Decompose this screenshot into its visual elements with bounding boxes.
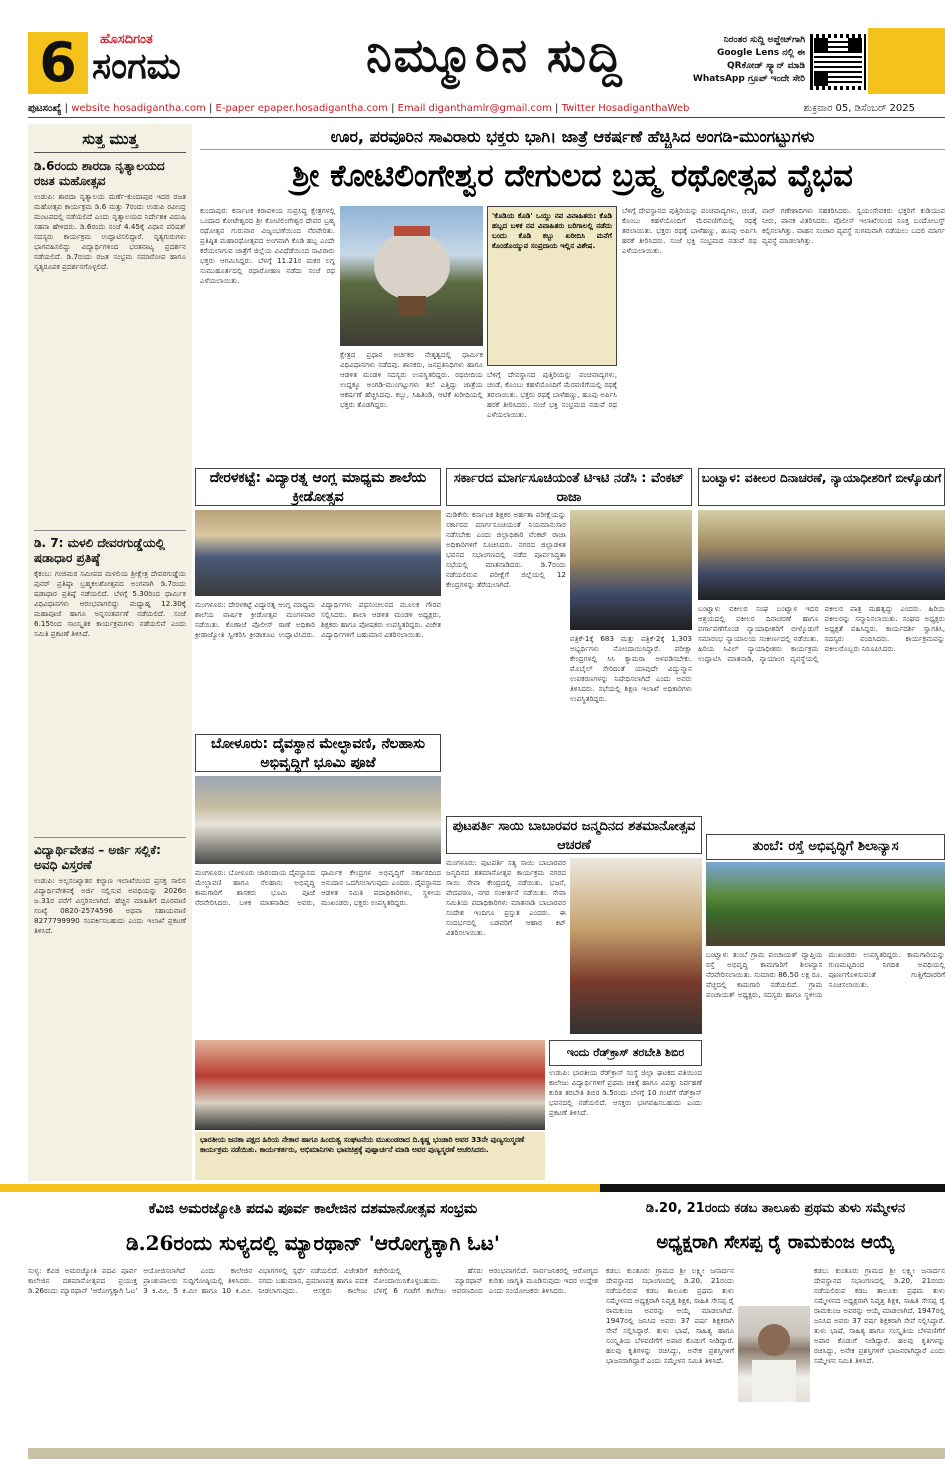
divider-band-accent [0,1184,600,1192]
sai-baba-headline: ಪುಟಪರ್ತಿ ಸಾಯಿ ಬಾಬಾರವರ ಜನ್ಮದಿನದ ಶತಮಾನೋತ್ಸವ ಆಚರಣೆ [446,816,702,854]
marathon-kicker: ಕೆವಿಜಿ ಅಮರಜ್ಯೋತಿ ಪದವಿ ಪೂರ್ವ ಕಾಲೇಜಿನ ದಶಮಾನೋತ್ಸವ ಸಂಭ್ರಮ [148,1201,478,1217]
page-number: 6 [28,32,88,94]
top-story-col-2: ಕ್ಷೇತ್ರದ ಪ್ರಧಾನ ಅರ್ಚಕರ ನೇತೃತ್ವದಲ್ಲಿ ಧಾರ್ಮಿಕ ವಿಧಿವಿಧಾನಗಳು ನಡೆದವು. ಶಾಸಕರು, ಜನಪ್ರತಿನಿಧಿಗಳು ಹಾಗೂ ಆಡಳಿತ ಮಂಡಳಿ ಸದಸ್ಯರು ಉಪಸ್ಥಿತರಿದ್ದರು. ರಥಬೀದಿಯ ಉದ್ದಕ್ಕೂ ಅಂಗಡಿ-ಮುಂಗಟ್ಟುಗಳು ತಲೆ ಎತ್ತಿದ್ದು ಜಾತ್ರೆಯ ಆಕರ್ಷಣೆ ಹೆಚ್ಚಿಸಿದವು. ಕಬ್ಬು, ಸಿಹಿತಿಂಡಿ, ಆಟಿಕೆ ಖರೀದಿಯಲ್ಲಿ ಭಕ್ತರು ತೊಡಗಿದ್ದರು. [340,350,483,409]
bantwal-headline: ಬಂಟ್ವಾಳ: ವಕೀಲರ ದಿನಾಚರಣೆ, ನ್ಯಾಯಾಧೀಶರಿಗೆ ಬೀಳ್ಕೊಡುಗೆ [698,468,945,506]
info-bar: ಪುಟಸಂಖ್ಯೆ | website hosadigantha.com | E-paper epaper.hosadigantha.com | Email diganthamlr@gmail.com | Twitter HosadiganthaWeb ಶುಕ್ರವಾರ 05, ಡಿಸೆಂಬರ್ 2025 [28,100,945,118]
remembrance-photo [195,1040,545,1130]
sidebar-story-1: ಉಡುಪಿ: ಶಾರದಾ ನೃತ್ಯಾಲಯ ಮರ್ಣೆ-ಕುಂದಾಪುರ ಇದರ ರಜತ ಮಹೋತ್ಸವ ಕಾರ್ಯಕ್ರಮ ಡಿ.6 ಮತ್ತು 7ರಂದು ಉಡುಪಿ ರವೀಂದ್ರ ಮಂಟಪದಲ್ಲಿ ನಡೆಯಲಿದೆ ಎಂದು ನೃತ್ಯಾಲಯದ ನಿರ್ದೇಶಕಿ ವಿದುಷಿ ಸಹನಾ ಹೇಳಿದರು. ಡಿ.6ರಂದು ಸಂಜೆ 4.45ಕ್ಕೆ ವಿಧಾನ ಪರಿಷತ್ ಸದಸ್ಯರು ಕಾರ್ಯಕ್ರಮ ಉದ್ಘಾಟಿಸಲಿದ್ದಾರೆ. ನೃತ್ಯಗುರುಗಳು ಭಾಗವಹಿಸಲಿದ್ದು ವಿದ್ಯಾರ್ಥಿಗಳಿಂದ ಭರತನಾಟ್ಯ ಪ್ರದರ್ಶನ ನಡೆಯಲಿದೆ. ಡಿ.7ರಂದು ರಜತ ಸಂಭ್ರಮ ಸಮಾರೋಪ ಹಾಗೂ ನೃತ್ಯರೂಪಕ ಪ್ರದರ್ಶನಗೊಳ್ಳಲಿದೆ. [34,192,186,271]
portrait-svg [738,1306,810,1402]
deralakatte-headline: ದೇರಳಕಟ್ಟೆ: ವಿದ್ಯಾರತ್ನ ಆಂಗ್ಲ ಮಾಧ್ಯಮ ಶಾಲೆಯ ಕ್ರೀಡೋತ್ಸವ [195,468,441,506]
tulu-body-1: ಕಡಬ: ಕುಂತೂರು ಗ್ರಾಮದ ಶ್ರೀ ಲಕ್ಷ್ಮೀ ಜನಾರ್ದನ ದೇವಸ್ಥಾನದ ಸಭಾಂಗಣದಲ್ಲಿ ಡಿ.20, 21ರಂದು ನಡೆಯಲಿರುವ ಕಡಬ ತಾಲೂಕು ಪ್ರಥಮ ತುಳು ಸಮ್ಮೇಳನದ ಅಧ್ಯಕ್ಷರಾಗಿ ನಿವೃತ್ತ ಶಿಕ್ಷಕ, ಸಾಹಿತಿ ಸೇಸಪ್ಪ ರೈ ರಾಮಕುಂಜ ಅವರನ್ನು ಆಯ್ಕೆ ಮಾಡಲಾಗಿದೆ. 1947ರಲ್ಲಿ ಜನಿಸಿದ ಅವರು 37 ವರ್ಷ ಶಿಕ್ಷಕರಾಗಿ ಸೇವೆ ಸಲ್ಲಿಸಿದ್ದಾರೆ. ತುಳು ಭಾಷೆ, ಸಾಹಿತ್ಯ ಹಾಗೂ ಸಂಸ್ಕೃತಿಯ ಬೆಳವಣಿಗೆಗೆ ಅಪಾರ ಕೊಡುಗೆ ನೀಡಿದ್ದಾರೆ. ಹಲವು ಕೃತಿಗಳನ್ನು ರಚಿಸಿದ್ದು, ಅನೇಕ ಪ್ರಶಸ್ತಿಗಳಿಗೆ ಭಾಜನರಾಗಿದ್ದಾರೆ ಎಂದು ಸಮ್ಮೇಳನ ಸಮಿತಿ ತಿಳಿಸಿದೆ. [606,1266,734,1365]
boluru-body: ಮಂಗಳೂರು: ಬೋಳೂರು ಜಾರಂದಾಯ ದೈವಸ್ಥಾನದ ಮೇಲ್ಛಾವಣಿ ಹಾಗೂ ನೆಲಹಾಸು ಅಭಿವೃದ್ಧಿ ಕಾಮಗಾರಿಗೆ ಶಾಸಕರು ಭೂಮಿ ಪೂಜೆ ನೆರವೇರಿಸಿದರು. ಬಳಿಕ ಮಾತನಾಡಿದ ಅವರು, ಧಾರ್ಮಿಕ ಕೇಂದ್ರಗಳ ಅಭಿವೃದ್ಧಿಗೆ ಸರ್ಕಾರದಿಂದ ಅನುದಾನ ಒದಗಿಸಲಾಗುವುದು ಎಂದರು. ದೈವಸ್ಥಾನದ ಆಡಳಿತ ಸಮಿತಿ ಪದಾಧಿಕಾರಿಗಳು, ಸ್ಥಳೀಯ ಮುಖಂಡರು, ಭಕ್ತರು ಉಪಸ್ಥಿತರಿದ್ದರು. [195,868,441,907]
foundation-stone-photo [706,862,945,946]
chariot-photo-svg [340,206,483,346]
tulu-kicker: ಡಿ.20, 21ರಂದು ಕಡಬ ತಾಲೂಕು ಪ್ರಥಮ ತುಳು ಸಮ್ಮೇಳನ [645,1201,906,1216]
epaper-link[interactable]: E-paper epaper.hosadigantha.com [215,103,388,114]
top-story-col-3: ಬೆಳಿಗ್ಗೆ ದೇವಸ್ಥಾನದ ಪುತ್ತಿರಿಯನ್ನು ಪಂಚವಾದ್ಯಗಳು, ಚಂಡೆ, ಕೊಂಬು ಕಹಳೆಯೊಂದಿಗೆ ಮೆರವಣಿಗೆಯಲ್ಲಿ ರಥಕ್ಕೆ ತರಲಾಯಿತು. ಭಕ್ತರು ರಥಕ್ಕೆ ಬಾಳೆಹಣ್ಣು, ಹೂವು ಅರ್ಪಿಸಿ ಹರಕೆ ತೀರಿಸಿದರು. ಸಂಜೆ ಭಕ್ತಿ ಸಂಭ್ರಮದ ನಡುವೆ ರಥ ಎಳೆಯಲಾಯಿತು. [487,370,617,419]
top-story-col-1: ಕುಂದಾಪುರ: ಕರ್ನಾಟಕ ಕರಾವಳಿಯ ಸುಪ್ರಸಿದ್ಧ ಕ್ಷೇತ್ರಗಳಲ್ಲಿ ಒಂದಾದ ಕೋಟೇಶ್ವರದ ಶ್ರೀ ಕೋಟಿಲಿಂಗೇಶ್ವರ ದೇವರ ಬ್ರಹ್ಮ ರಥೋತ್ಸವ ಗುರುವಾರ ವಿಜೃಂಭಣೆಯಿಂದ ನೆರವೇರಿತು. ಪ್ರತಿಷ್ಠಿತ ಮಹಾರಥೋತ್ಸವದ ಅಂಗವಾಗಿ ಕೊಡಿ ಹಬ್ಬ ಎಂದೇ ಕರೆಯಲಾಗುವ ಜಾತ್ರೆಗೆ ಜಿಲ್ಲೆಯ ವಿವಿಧೆಡೆಯಿಂದ ಸಾವಿರಾರು ಭಕ್ತರು ಆಗಮಿಸಿದ್ದರು. ಬೆಳಗ್ಗೆ 11.21ರ ಮಕರ ಲಗ್ನ ಸುಮುಹೂರ್ತದಲ್ಲಿ ರಥಾರೋಹಣ ನಡೆದು ಸಂಜೆ ರಥ ಎಳೆಯಲಾಯಿತು. [200,206,335,285]
email-link[interactable]: Email diganthamlr@gmail.com [397,103,552,114]
masthead-accent-bar [868,28,945,94]
tet-body-2: ಪತ್ರಿಕೆ-1ಕ್ಕೆ 683 ಮತ್ತು ಪತ್ರಿಕೆ-2ಕ್ಕೆ 1,303 ಅಭ್ಯರ್ಥಿಗಳು ನೋಂದಾಯಿಸಿದ್ದಾರೆ. ಪರೀಕ್ಷಾ ಕೇಂದ್ರಗಳಲ್ಲಿ ಸಿಸಿ ಕ್ಯಾಮರಾ ಅಳವಡಿಸಬೇಕು. ಮೊಬೈಲ್ ಸೇರಿದಂತೆ ಯಾವುದೇ ವಿದ್ಯುನ್ಮಾನ ಉಪಕರಣಗಳನ್ನು ನಿಷೇಧಿಸಲಾಗಿದೆ ಎಂದು ಅವರು ತಿಳಿಸಿದರು. ಸಭೆಯಲ್ಲಿ ಶಿಕ್ಷಣ ಇಲಾಖೆ ಅಧಿಕಾರಿಗಳು ಉಪಸ್ಥಿತರಿದ್ದರು. [570,634,692,703]
sidebar-headline-1: ಡಿ.6ರಂದು ಶಾರದಾ ನೃತ್ಯಾಲಯದ ರಜತ ಮಹೋತ್ಸವ [34,159,165,188]
tet-meeting-photo [570,510,692,630]
sai-baba-body: ಮಂಗಳೂರು: ಪುಟಪರ್ತಿ ಸತ್ಯ ಸಾಯಿ ಬಾಬಾರವರ ಜನ್ಮದಿನದ ಶತಮಾನೋತ್ಸವ ಕಾರ್ಯಕ್ರಮ ನಗರದ ಸಾಯಿ ಸೇವಾ ಕೇಂದ್ರದಲ್ಲಿ ನಡೆಯಿತು. ಭಜನೆ, ವೇದಪಠಣ, ನಗರ ಸಂಕೀರ್ತನೆ ನಡೆಯಿತು. ಸೇವಾ ಸಮಿತಿಯ ಪದಾಧಿಕಾರಿಗಳು ಮಾತನಾಡಿ ಬಾಬಾರವರ ಸಂದೇಶ ಇಂದಿಗೂ ಪ್ರಸ್ತುತ ಎಂದರು. ಈ ಸಂದರ್ಭದಲ್ಲಿ ಬಡವರಿಗೆ ಆಹಾರ ಕಿಟ್ ವಿತರಿಸಲಾಯಿತು. [446,858,566,937]
sidebar-story-2: ಕೈಕಂಬ: ಗಂಜಿಮಠ ಸಮೀಪದ ಮಳಲಿಯ ಶ್ರೀಕ್ಷೇತ್ರ ದೇವರಗುಡ್ಡೆಯ ಪುನರ್ ಪ್ರತಿಷ್ಠಾ ಬ್ರಹ್ಮಕಲಶೋತ್ಸವದ ಅಂಗವಾಗಿ ಡಿ.7ರಂದು ಷಡಾಧಾರ ಪ್ರತಿಷ್ಠೆ ನಡೆಯಲಿದೆ. ಬೆಳಗ್ಗೆ 5.30ರಿಂದ ಧಾರ್ಮಿಕ ವಿಧಿವಿಧಾನಗಳು ಆರಂಭವಾಗಲಿದ್ದು ಮಧ್ಯಾಹ್ನ 12.30ಕ್ಕೆ ಮಹಾಪೂಜೆ ಹಾಗೂ ಅನ್ನಸಂತರ್ಪಣೆ ನಡೆಯಲಿದೆ. ಸಂಜೆ 6.15ರಿಂದ ಸಾಂಸ್ಕೃತಿಕ ಕಾರ್ಯಕ್ರಮಗಳು ನಡೆಯಲಿವೆ ಎಂದು ಸಮಿತಿ ಪ್ರಕಟಣೆ ತಿಳಿಸಿದೆ. [34,569,186,638]
section-title: ನಿಮ್ಮೂರಿನ ಸುದ್ದಿ [366,28,624,82]
website-link[interactable]: website hosadigantha.com [71,103,206,114]
deralakatte-body: ಮಂಗಳೂರು: ದೇರಳಕಟ್ಟೆ ವಿದ್ಯಾರತ್ನ ಆಂಗ್ಲ ಮಾಧ್ಯಮ ಶಾಲೆಯ ವಾರ್ಷಿಕ ಕ್ರೀಡೋತ್ಸವ ಮಂಗಳವಾರ ನಡೆಯಿತು. ಕೊಣಾಜೆ ಪೊಲೀಸ್ ಠಾಣೆ ಅಧಿಕಾರಿ ಕ್ರೀಡಾಜ್ಯೋತಿ ಸ್ವೀಕರಿಸಿ ಕ್ರೀಡಾಕೂಟ ಉದ್ಘಾಟಿಸಿದರು. ವಿದ್ಯಾರ್ಥಿಗಳು ಪಥಸಂಚಲನದ ಮೂಲಕ ಗೌರವ ಸಲ್ಲಿಸಿದರು. ಶಾಲಾ ಆಡಳಿತ ಮಂಡಳಿ ಅಧ್ಯಕ್ಷರು, ಶಿಕ್ಷಕರು ಹಾಗೂ ಪೋಷಕರು ಉಪಸ್ಥಿತರಿದ್ದರು. ವಿಜೇತ ವಿದ್ಯಾರ್ಥಿಗಳಿಗೆ ಬಹುಮಾನ ವಿತರಿಸಲಾಯಿತು. [195,600,441,639]
tet-body-1: ಮಡಿಕೇರಿ: ಕರ್ನಾಟಕ ಶಿಕ್ಷಕರ ಅರ್ಹತಾ ಪರೀಕ್ಷೆಯನ್ನು ಸರ್ಕಾರದ ಮಾರ್ಗಸೂಚಿಯಂತೆ ನಿಯಮಾನುಸಾರ ನಡೆಸಬೇಕು ಎಂದು ಜಿಲ್ಲಾಧಿಕಾರಿ ವೆಂಕಟ್ ರಾಜಾ ಅಧಿಕಾರಿಗಳಿಗೆ ಸೂಚಿಸಿದರು. ನಗರದ ಜಿಲ್ಲಾಡಳಿತ ಭವನದ ಸಭಾಂಗಣದಲ್ಲಿ ನಡೆದ ಪೂರ್ವಸಿದ್ಧತಾ ಸಭೆಯಲ್ಲಿ ಮಾತನಾಡಿದರು. ಡಿ.7ರಂದು ನಡೆಯಲಿರುವ ಪರೀಕ್ಷೆಗೆ ಜಿಲ್ಲೆಯಲ್ಲಿ 12 ಕೇಂದ್ರಗಳನ್ನು ತೆರೆಯಲಾಗಿದೆ. [446,510,566,589]
tulu-body-2: ಕಡಬ: ಕುಂತೂರು ಗ್ರಾಮದ ಶ್ರೀ ಲಕ್ಷ್ಮೀ ಜನಾರ್ದನ ದೇವಸ್ಥಾನದ ಸಭಾಂಗಣದಲ್ಲಿ ಡಿ.20, 21ರಂದು ನಡೆಯಲಿರುವ ಕಡಬ ತಾಲೂಕು ಪ್ರಥಮ ತುಳು ಸಮ್ಮೇಳನದ ಅಧ್ಯಕ್ಷರಾಗಿ ನಿವೃತ್ತ ಶಿಕ್ಷಕ, ಸಾಹಿತಿ ಸೇಸಪ್ಪ ರೈ ರಾಮಕುಂಜ ಅವರನ್ನು ಆಯ್ಕೆ ಮಾಡಲಾಗಿದೆ. 1947ರಲ್ಲಿ ಜನಿಸಿದ ಅವರು 37 ವರ್ಷ ಶಿಕ್ಷಕರಾಗಿ ಸೇವೆ ಸಲ್ಲಿಸಿದ್ದಾರೆ. ತುಳು ಭಾಷೆ, ಸಾಹಿತ್ಯ ಹಾಗೂ ಸಂಸ್ಕೃತಿಯ ಬೆಳವಣಿಗೆಗೆ ಅಪಾರ ಕೊಡುಗೆ ನೀಡಿದ್ದಾರೆ. ಹಲವು ಕೃತಿಗಳನ್ನು ರಚಿಸಿದ್ದು, ಅನೇಕ ಪ್ರಶಸ್ತಿಗಳಿಗೆ ಭಾಜನರಾಗಿದ್ದಾರೆ ಎಂದು ಸಮ್ಮೇಳನ ಸಮಿತಿ ತಿಳಿಸಿದೆ. [814,1266,945,1365]
tumbe-headline: ತುಂಬೆ: ರಸ್ತೆ ಅಭಿವೃದ್ಧಿಗೆ ಶಿಲಾನ್ಯಾಸ [706,834,945,860]
sidebar-story-3: ಉಡುಪಿ: ಅಲ್ಪಸಂಖ್ಯಾತರ ಕಲ್ಯಾಣ ಇಲಾಖೆಯಿಂದ ಪ್ರಸಕ್ತ ಸಾಲಿನ ವಿದ್ಯಾರ್ಥಿವೇತನಕ್ಕೆ ಅರ್ಜಿ ಸಲ್ಲಿಸುವ ಅವಧಿಯನ್ನು 2026ರ ಜ.31ರ ವರೆಗೆ ವಿಸ್ತರಿಸಲಾಗಿದೆ. ಹೆಚ್ಚಿನ ಮಾಹಿತಿಗೆ ದೂರವಾಣಿ ಸಂಖ್ಯೆ 0820-2574596 ಅಥವಾ ಸಹಾಯವಾಣಿ 8277799990 ಸಂಪರ್ಕಿಸಬಹುದು ಎಂದು ಇಲಾಖೆ ಪ್ರಕಟಣೆ ತಿಳಿಸಿದೆ. [34,876,186,935]
sai-baba-photo [570,858,702,1034]
brand-top-label: ಹೊಸದಿಗಂತ [100,32,153,47]
tumbe-body: ಬಂಟ್ವಾಳ: ತುಂಬೆ ಗ್ರಾಮ ಪಂಚಾಯತ್ ವ್ಯಾಪ್ತಿಯ ರಸ್ತೆ ಅಭಿವೃದ್ಧಿ ಕಾಮಗಾರಿಗೆ ಶಿಲಾನ್ಯಾಸ ನೆರವೇರಿಸಲಾಯಿತು. ಸುಮಾರು 86.50 ಲಕ್ಷ ರೂ. ವೆಚ್ಚದಲ್ಲಿ ಕಾಮಗಾರಿ ನಡೆಯಲಿದೆ. ಗ್ರಾಮ ಪಂಚಾಯತ್ ಅಧ್ಯಕ್ಷರು, ಸದಸ್ಯರು ಹಾಗೂ ಸ್ಥಳೀಯ ಮುಖಂಡರು ಉಪಸ್ಥಿತರಿದ್ದರು. ಕಾಮಗಾರಿಯನ್ನು ಗುಣಮಟ್ಟದಿಂದ ನಿಗದಿತ ಅವಧಿಯಲ್ಲಿ ಪೂರ್ಣಗೊಳಿಸುವಂತೆ ಗುತ್ತಿಗೆದಾರರಿಗೆ ಸೂಚಿಸಲಾಯಿತು. [706,950,945,999]
qr-caption: ನಿರಂತರ ಸುದ್ದಿ ಅಪ್ಡೇಟ್‌ಗಾಗಿ Google Lens ನಲ್ಲಿ ಈ QRಕೋಡ್ ಸ್ಕ್ಯಾನ್ ಮಾಡಿ WhatsApp ಗ್ರೂಪ್ ಇಂದೇ ಸೇರಿ [692,35,805,84]
marathon-body: ಸುಳ್ಯ: ಕೆವಿಜಿ ಅಮರಜ್ಯೋತಿ ಪದವಿ ಪೂರ್ವ ಕಾಲೇಜಿನ ದಶಮಾನೋತ್ಸವದ ಪ್ರಯುಕ್ತ ಡಿ.26ರಂದು ಮ್ಯಾರಥಾನ್ 'ಆರೋಗ್ಯಕ್ಕಾಗಿ ಓಟ' ಆಯೋಜಿಸಲಾಗಿದೆ ಎಂದು ಕಾಲೇಜಿನ ಪ್ರಾಂಶುಪಾಲರು ಸುದ್ದಿಗೋಷ್ಠಿಯಲ್ಲಿ ತಿಳಿಸಿದರು. 3 ಕಿ.ಮೀ, 5 ಕಿ.ಮೀ ಹಾಗೂ 10 ಕಿ.ಮೀ. ವಿಭಾಗಗಳಲ್ಲಿ ಸ್ಪರ್ಧೆ ನಡೆಯಲಿದೆ. ವಿಜೇತರಿಗೆ ನಗದು ಬಹುಮಾನ, ಪ್ರಮಾಣಪತ್ರ ಹಾಗೂ ಪದಕ ನೀಡಲಾಗುವುದು. ಆಸಕ್ತರು ಕಾಲೇಜು ಕಚೇರಿಯಲ್ಲಿ ಹೆಸರು ನೋಂದಾಯಿಸಿಕೊಳ್ಳಬಹುದು. ಮ್ಯಾರಥಾನ್ ಬೆಳಗ್ಗೆ 6 ಗಂಟೆಗೆ ಕಾಲೇಜು ಆವರಣದಿಂದ ಆರಂಭವಾಗಲಿದೆ. ಸಾರ್ವಜನಿಕರಲ್ಲಿ ಆರೋಗ್ಯದ ಕುರಿತು ಜಾಗೃತಿ ಮೂಡಿಸುವುದು ಇದರ ಉದ್ದೇಶ ಎಂದು ಸಂಯೋಜಕರು ತಿಳಿಸಿದರು. [28,1266,598,1295]
pullquote-text: 'ಕೊಡಿಯ ಕೊಡಿ' ಒಯ್ದು ನವ ವಿವಾಹಿತರು: ಕೊಡಿ ಹಬ್ಬದ ಬಳಿಕ ನವ ವಿವಾಹಿತರು ಬರಿಗಾಲಲ್ಲಿ ನಡೆದು ಬಂದು ಕೊಡಿ ಕಬ್ಬು ಖರೀದಿಸಿ ಮನೆಗೆ ಕೊಂಡೊಯ್ಯುವ ಸಂಪ್ರದಾಯ ಇಲ್ಲಿನ ವಿಶೇಷ. [492,211,612,250]
tet-headline: ಸರ್ಕಾರದ ಮಾರ್ಗಸೂಚಿಯಂತೆ ಟಿಇಟಿ ನಡೆಸಿ : ವೆಂಕಟ್ ರಾಜಾ [446,468,692,506]
marathon-headline: ಡಿ.26ರಂದು ಸುಳ್ಯದಲ್ಲಿ ಮ್ಯಾರಥಾನ್ 'ಆರೋಗ್ಯಕ್ಕಾಗಿ ಓಟ' [126,1231,500,1255]
top-story-col-4: ಬೆಳಿಗ್ಗೆ ದೇವಸ್ಥಾನದ ಪುತ್ತಿರಿಯನ್ನು ಪಂಚವಾದ್ಯಗಳು, ಚಂಡೆ, ಕೊಂಬು ಕಹಳೆಯೊಂದಿಗೆ ಮೆರವಣಿಗೆಯಲ್ಲಿ ರಥಕ್ಕೆ ತರಲಾಯಿತು. ಭಕ್ತರು ರಥಕ್ಕೆ ಬಾಳೆಹಣ್ಣು, ಹೂವು ಅರ್ಪಿಸಿ ಹರಕೆ ತೀರಿಸಿದರು. ಸಂಜೆ ಭಕ್ತಿ ಸಂಭ್ರಮದ ನಡುವೆ ರಥ ಎಳೆಯಲಾಯಿತು. [622,206,757,255]
brand-title: ಸಂಗಮ [92,46,181,87]
bantwal-body: ಬಂಟ್ವಾಳ: ವಕೀಲರ ಸಂಘ ಬಂಟ್ವಾಳ ಇದರ ಆಶ್ರಯದಲ್ಲಿ ವಕೀಲರ ದಿನಾಚರಣೆ ಹಾಗೂ ವರ್ಗಾವಣೆಗೊಂಡ ನ್ಯಾಯಾಧೀಶರಿಗೆ ಬೀಳ್ಕೊಡುಗೆ ಸಮಾರಂಭ ನ್ಯಾಯಾಲಯ ಸಂಕೀರ್ಣದಲ್ಲಿ ನಡೆಯಿತು. ಹಿರಿಯ ಸಿವಿಲ್ ನ್ಯಾಯಾಧೀಶರು ಕಾರ್ಯಕ್ರಮ ಉದ್ಘಾಟಿಸಿ ಮಾತನಾಡಿ, ನ್ಯಾಯಾಂಗ ವ್ಯವಸ್ಥೆಯಲ್ಲಿ ವಕೀಲರ ಪಾತ್ರ ಮಹತ್ವದ್ದು ಎಂದರು. ಹಿರಿಯ ವಕೀಲರನ್ನು ಸನ್ಮಾನಿಸಲಾಯಿತು. ಸಂಘದ ಅಧ್ಯಕ್ಷರು ಅಧ್ಯಕ್ಷತೆ ವಹಿಸಿದ್ದರು. ಕಾರ್ಯದರ್ಶಿ ಸ್ವಾಗತಿಸಿ, ಸದಸ್ಯರು ವಂದಿಸಿದರು. ಕಾರ್ಯಕ್ರಮವನ್ನು ವಕೀಲರೊಬ್ಬರು ನಿರೂಪಿಸಿದರು. [698,604,945,663]
top-story-col-5: ವಾರ್ ಗಣೇಶಾದಿಗಳು ಸಹಕರಿಸಿದರು. ಸ್ವಯಂಸೇವಕರು ಭಕ್ತರಿಗೆ ಕುಡಿಯುವ ನೀರು, ಪಾನಕ ವಿತರಿಸಿದರು. ಪೊಲೀಸ್ ಇಲಾಖೆಯಿಂದ ಸೂಕ್ತ ಬಂದೋಬಸ್ತ್ ಕಲ್ಪಿಸಲಾಗಿತ್ತು. ವಾಹನ ಸಂಚಾರ ವ್ಯವಸ್ಥೆ ಸುಗಮವಾಗಿ ನಡೆಯಲು ಬದಲಿ ಮಾರ್ಗ ವ್ಯವಸ್ಥೆ ಮಾಡಲಾಗಿತ್ತು. [762,206,945,245]
sidebar-headline-2: ಡಿ. 7: ಮಳಲಿ ದೇವರಗುಡ್ಡೆಯಲ್ಲಿ ಷಡಾಧಾರ ಪ್ರತಿಷ್ಠೆ [34,530,186,566]
sidebar-headline-3: ವಿದ್ಯಾರ್ಥಿವೇತನ – ಅರ್ಜಿ ಸಲ್ಲಿಕೆ: ಅವಧಿ ವಿಸ್ತರಣೆ [34,837,186,873]
redcross-body: ಉಡುಪಿ: ಭಾರತೀಯ ರೆಡ್‌ಕ್ರಾಸ್ ಸಂಸ್ಥೆ ಜಿಲ್ಲಾ ಘಟಕದ ವತಿಯಿಂದ ಕಾಲೇಜು ವಿದ್ಯಾರ್ಥಿಗಳಿಗೆ ಪ್ರಥಮ ಚಿಕಿತ್ಸೆ ಹಾಗೂ ವಿಪತ್ತು ನಿರ್ವಹಣೆ ಕುರಿತ ತರಬೇತಿ ಶಿಬಿರ ಡಿ.5ರಂದು ಬೆಳಗ್ಗೆ 10 ಗಂಟೆಗೆ ರೆಡ್‌ಕ್ರಾಸ್ ಭವನದಲ್ಲಿ ನಡೆಯಲಿದೆ. ಆಸಕ್ತರು ಭಾಗವಹಿಸಬಹುದು ಎಂದು ಪ್ರಕಟಣೆ ತಿಳಿಸಿದೆ. [549,1068,702,1117]
bhoomi-pooja-photo [195,776,441,864]
top-story-kicker: ಊರ, ಪರವೂರಿನ ಸಾವಿರಾರು ಭಕ್ತರು ಭಾಗಿ। ಜಾತ್ರೆ ಆಕರ್ಷಣೆ ಹೆಚ್ಚಿಸಿದ ಅಂಗಡಿ-ಮುಂಗಟ್ಟುಗಳು [200,124,945,150]
page-label: ಪುಟಸಂಖ್ಯೆ [28,103,62,114]
qr-code-icon[interactable] [810,34,866,90]
issue-date: ಶುಕ್ರವಾರ 05, ಡಿಸೆಂಬರ್ 2025 [803,103,915,114]
sports-meet-photo [195,510,441,596]
tulu-headline: ಅಧ್ಯಕ್ಷರಾಗಿ ಸೇಸಪ್ಪ ರೈ ರಾಮಕುಂಜ ಆಯ್ಕೆ [656,1232,895,1253]
top-story-headline: ಶ್ರೀ ಕೋಟಿಲಿಂಗೇಶ್ವರ ದೇಗುಲದ ಬ್ರಹ್ಮ ರಥೋತ್ಸವ ವೈಭವ [292,158,853,194]
sidebar-title: ಸುತ್ತ ಮುತ್ತ [34,130,186,153]
redcross-headline: ಇಂದು ರೆಡ್‌ಕ್ರಾಸ್ ತರಬೇತಿ ಶಿಬಿರ [549,1040,702,1066]
pullquote-box [487,206,617,366]
advocates-day-photo [698,510,945,600]
twitter-link[interactable]: Twitter HosadiganthaWeb [561,103,690,114]
footer-strip [28,1448,945,1459]
chariot-festival-photo [340,206,483,346]
remembrance-caption: ಭಾರತೀಯ ಜನತಾ ಪಕ್ಷದ ಹಿರಿಯ ನೇತಾರ ಹಾಗೂ ಹಿಂದುತ್ವ ಸಂಘಟನೆಯ ಮುಖಂಡರಾದ ದಿ.ಕೃಷ್ಣ ಭಂಡಾರಿ ಅವರ 33ನೇ ಪುಣ್ಯಸಂಸ್ಮರಣೆ ಕಾರ್ಯಕ್ರಮ ನಡೆಯಿತು. ಕಾರ್ಯಕರ್ತರು, ಅಭಿಮಾನಿಗಳು ಭಾವಚಿತ್ರಕ್ಕೆ ಪುಷ್ಪಾರ್ಚನೆ ಮಾಡಿ ಅವರ ಪುಣ್ಯಸ್ಮರಣೆ ಆಚರಿಸಿದರು. [195,1132,545,1180]
president-portrait [738,1306,810,1402]
boluru-headline: ಬೋಳೂರು: ದೈವಸ್ಥಾನ ಮೇಲ್ಛಾವಣಿ, ನೆಲಹಾಸು ಅಭಿವೃದ್ಧಿಗೆ ಭೂಮಿ ಪೂಜೆ [195,734,441,772]
sidebar [28,124,192,1181]
